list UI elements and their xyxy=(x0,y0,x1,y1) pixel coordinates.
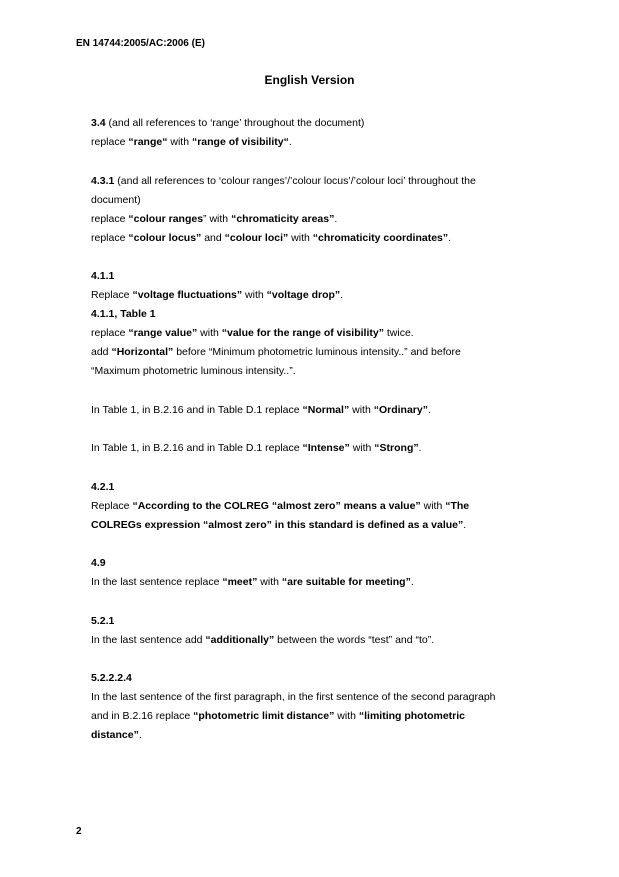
text-run: between the words “test” and “to”. xyxy=(274,633,435,646)
paragraph-gap xyxy=(91,458,551,478)
text-line-s431-replace-1 xyxy=(91,210,551,229)
bold-text: “Strong” xyxy=(374,442,419,454)
page-title: English Version xyxy=(264,73,355,87)
bold-text: “Intense” xyxy=(302,442,350,454)
bold-text: “are suitable for meeting” xyxy=(281,576,411,588)
corrigendum-body xyxy=(91,114,551,745)
text-run: . xyxy=(410,576,414,588)
text-run: . xyxy=(138,729,142,741)
text-line-s52224-text-2 xyxy=(91,707,551,726)
text-run: Replace xyxy=(91,289,133,301)
paragraph-gap xyxy=(91,248,551,268)
bold-text: “limiting photometric xyxy=(358,710,466,722)
paragraph-gap xyxy=(91,420,551,440)
text-line-s431-ref-cont xyxy=(91,191,551,210)
text-line-s49-heading xyxy=(91,554,551,573)
text-line-s421-replace xyxy=(91,497,551,516)
bold-text: “range value” xyxy=(128,327,198,339)
bold-text: “colour loci” xyxy=(224,231,289,244)
text-run: with xyxy=(420,499,446,512)
text-run: . xyxy=(340,289,344,301)
text-run: and xyxy=(201,231,225,244)
paragraph-gap xyxy=(91,535,551,555)
bold-text: “additionally” xyxy=(205,633,275,646)
text-run: . xyxy=(448,231,452,244)
text-run: . xyxy=(427,403,431,416)
bold-text: “meet” xyxy=(222,576,258,588)
text-line-s431-replace-2 xyxy=(91,229,551,248)
text-line-s52224-text-3 xyxy=(91,726,551,745)
text-line-table1-normal xyxy=(91,401,551,420)
text-line-s411-table-heading xyxy=(91,305,551,324)
text-line-s34-ref xyxy=(91,114,551,133)
text-run: . xyxy=(288,136,292,148)
bold-text: 5.2.2.2.4 xyxy=(91,672,132,684)
text-line-s411-replace xyxy=(91,286,551,305)
bold-text: 3.4 xyxy=(91,117,106,129)
text-line-s411-table-replace xyxy=(91,324,551,343)
bold-text: “Horizontal” xyxy=(111,346,174,358)
text-line-s421-heading xyxy=(91,478,551,497)
text-run: Replace xyxy=(91,499,133,512)
text-run: . xyxy=(418,442,422,454)
document-identifier: EN 14744:2005/AC:2006 (E) xyxy=(76,38,205,49)
text-run: with xyxy=(334,710,359,722)
text-run: In the last sentence add xyxy=(91,633,206,646)
bold-text: 4.1.1, Table 1 xyxy=(91,308,156,320)
text-line-table1-intense xyxy=(91,439,551,458)
text-run: with xyxy=(349,403,374,416)
bold-text: “Ordinary” xyxy=(373,403,428,416)
text-run: with xyxy=(288,231,313,244)
bold-text: “range“ xyxy=(128,136,168,148)
paragraph-gap xyxy=(91,650,551,670)
text-line-s34-replace xyxy=(91,133,551,152)
text-line-s411-heading xyxy=(91,267,551,286)
bold-text: “colour locus” xyxy=(128,231,202,244)
bold-text: “colour ranges xyxy=(128,212,204,225)
text-run: In the last sentence of the first paragraph, in the first sentence of the second paragraph xyxy=(91,691,496,703)
text-run: document) xyxy=(91,193,141,206)
text-line-s421-replace-cont xyxy=(91,516,551,535)
text-line-s521-heading xyxy=(91,612,551,631)
text-line-s411-table-add-cont xyxy=(91,362,551,381)
text-run: (and all references to ‘colour ranges’/’colour locus’/’colour loci’ throughout the xyxy=(114,174,476,187)
text-run: replace xyxy=(91,136,129,148)
text-run: In Table 1, in B.2.16 and in Table D.1 replace xyxy=(91,442,303,454)
text-run: In the last sentence replace xyxy=(91,576,223,588)
text-run: with xyxy=(167,136,192,148)
text-run: (and all references to ‘range’ throughout the document) xyxy=(105,117,365,129)
text-line-s521-add xyxy=(91,631,551,650)
bold-text: “range of visibility“ xyxy=(191,136,289,148)
text-run: replace xyxy=(91,327,129,339)
text-run: replace xyxy=(91,212,129,225)
bold-text: 4.1.1 xyxy=(91,270,115,282)
text-run: add xyxy=(91,346,112,358)
bold-text: “voltage fluctuations” xyxy=(132,289,243,301)
bold-text: “value for the range of visibility” xyxy=(221,327,384,339)
bold-text: “photometric limit distance” xyxy=(193,710,335,722)
text-run: . xyxy=(463,518,467,531)
paragraph-gap xyxy=(91,592,551,612)
text-run: with xyxy=(197,327,222,339)
text-line-s52224-text-1 xyxy=(91,688,551,707)
text-run: . xyxy=(334,212,338,225)
paragraph-gap xyxy=(91,381,551,401)
text-run: and in B.2.16 replace xyxy=(91,710,194,722)
text-run: “Maximum photometric luminous intensity..”. xyxy=(91,365,296,377)
bold-text: 4.9 xyxy=(91,557,106,569)
text-line-s52224-heading xyxy=(91,669,551,688)
bold-text: 4.2.1 xyxy=(91,480,115,493)
bold-text: “The xyxy=(445,499,470,512)
page-number: 2 xyxy=(76,826,82,837)
text-run: with xyxy=(242,289,267,301)
text-run: replace xyxy=(91,231,129,244)
text-run: In Table 1, in B.2.16 and in Table D.1 replace xyxy=(91,403,303,416)
bold-text: “chromaticity coordinates” xyxy=(312,231,449,244)
text-run: with xyxy=(349,442,375,454)
text-line-s431-ref xyxy=(91,172,551,191)
bold-text: “voltage drop” xyxy=(266,289,341,301)
bold-text: 4.3.1 xyxy=(91,174,115,187)
text-run: with xyxy=(257,576,282,588)
text-run: before “Minimum photometric luminous intensity..” and before xyxy=(173,346,461,358)
text-line-s411-table-add xyxy=(91,343,551,362)
bold-text: 5.2.1 xyxy=(91,614,115,627)
bold-text: distance” xyxy=(91,729,139,741)
text-line-s49-replace xyxy=(91,573,551,592)
paragraph-gap xyxy=(91,152,551,172)
bold-text: COLREGs expression “almost zero” in this standard is defined as a value” xyxy=(91,518,464,531)
bold-text: “According to the COLREG “almost zero” means a value” xyxy=(132,499,421,512)
text-run: ” with xyxy=(203,212,232,225)
bold-text: “Normal” xyxy=(302,403,350,416)
text-run: twice. xyxy=(383,327,414,339)
bold-text: “chromaticity areas” xyxy=(231,212,335,225)
